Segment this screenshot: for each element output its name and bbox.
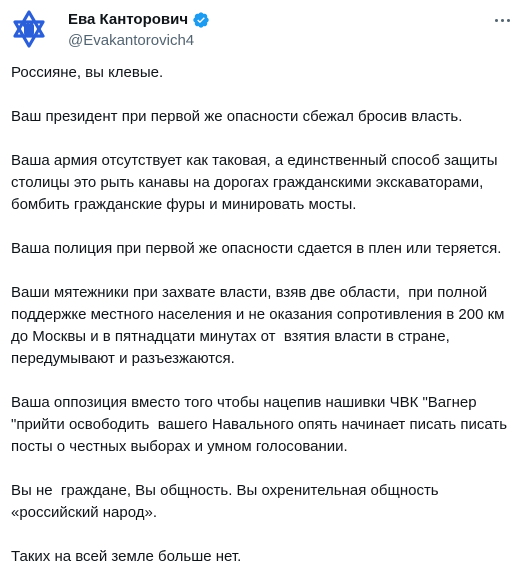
star-of-david-fist-icon — [9, 9, 49, 49]
more-dot-icon — [501, 19, 504, 22]
tweet-header — [0, 0, 528, 60]
tweet-paragraph: Таких на всей земле больше нет. — [11, 548, 242, 565]
author-handle[interactable]: @Evakantorovich4 — [68, 32, 195, 49]
avatar[interactable] — [9, 9, 49, 49]
more-dot-icon — [507, 19, 510, 22]
tweet-paragraph: Ваш президент при первой же опасности сбежал бросив власть. — [11, 108, 463, 125]
tweet-text — [11, 62, 516, 568]
more-options-button[interactable] — [490, 10, 514, 30]
tweet-paragraph: Вы не граждане, Вы общность. Вы охренительная общность «российский народ». — [11, 482, 439, 521]
verified-badge-icon — [192, 11, 210, 29]
tweet-paragraph: Ваша армия отсутствует как таковая, а единственный способ защиты столицы это рыть канавы на дорогах гражданскими экскаваторами, бомбить гражданские фуры и минировать мосты. — [11, 152, 498, 213]
tweet-paragraph: Ваши мятежники при захвате власти, взяв две области, при полной поддержке местного населения и не оказания сопротивления в 200 км до Москвы и в пятнадцати минутах от взятия власти в стране, передумывают и разъезжаются. — [11, 284, 505, 367]
author-name-row[interactable] — [68, 11, 210, 29]
more-dot-icon — [495, 19, 498, 22]
author-display-name[interactable]: Ева Канторович — [68, 11, 189, 28]
tweet-paragraph: Ваша оппозиция вместо того чтобы нацепив нашивки ЧВК "Вагнер "прийти освободить вашего Навального опять начинает писать писать посты о честных выборах и умном голосовании. — [11, 394, 508, 455]
tweet-paragraph: Россияне, вы клевые. — [11, 64, 164, 81]
tweet-paragraph: Ваша полиция при первой же опасности сдается в плен или теряется. — [11, 240, 502, 257]
